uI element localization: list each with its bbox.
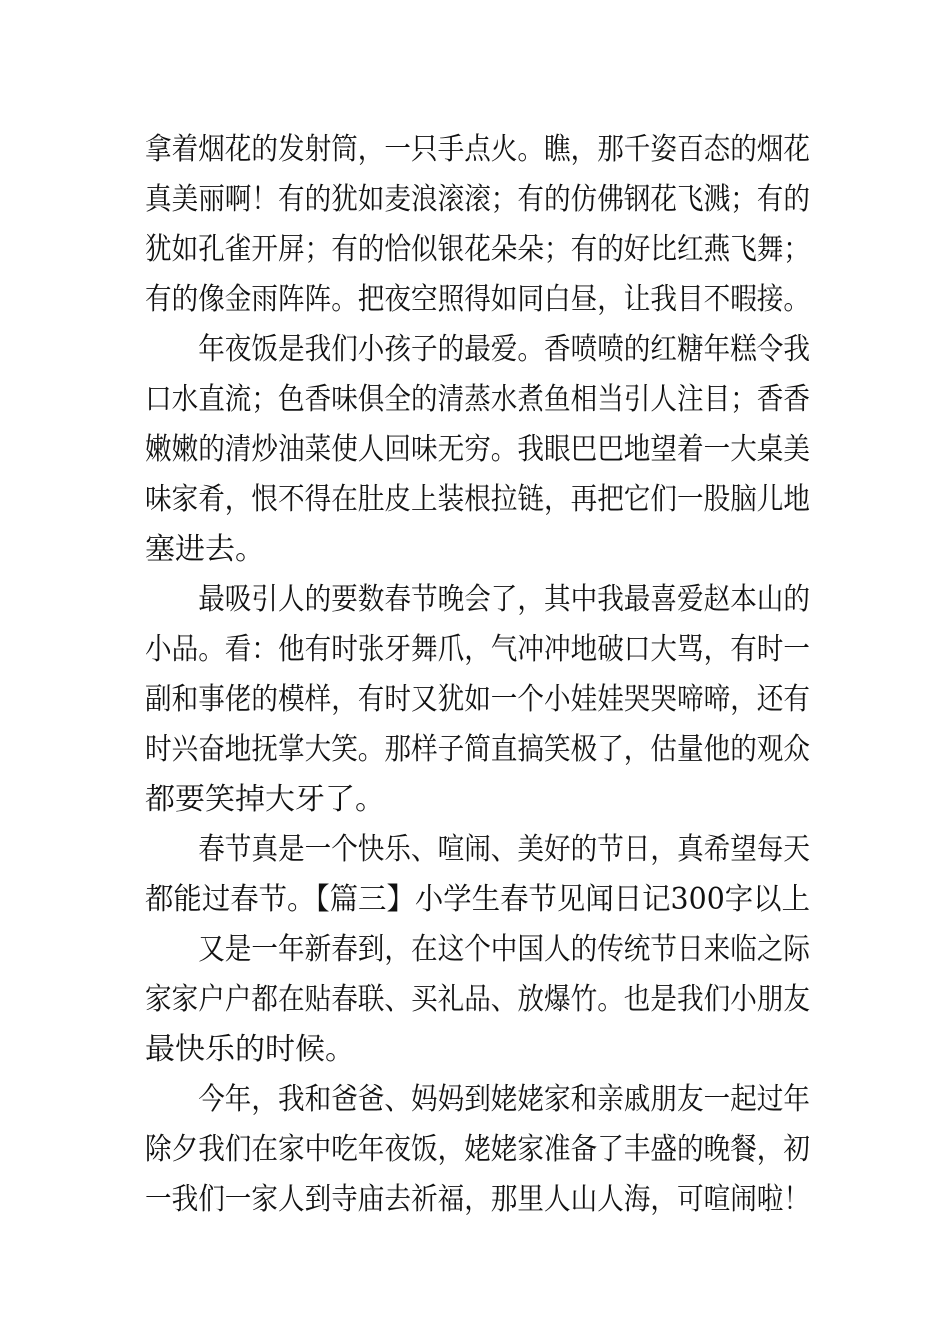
text-line: 最吸引人的要数春节晚会了，其中我最喜爱赵本山的 <box>145 582 810 617</box>
text-line: 春节真是一个快乐、喧闹、美好的节日，真希望每天 <box>145 832 810 867</box>
text-line: 又是一年新春到，在这个中国人的传统节日来临之际 <box>145 932 810 967</box>
text-line: 口水直流；色香味俱全的清蒸水煮鱼相当引人注目；香香 <box>145 382 810 417</box>
text-line: 都要笑掉大牙了。 <box>145 782 385 817</box>
text-line: 小品。看：他有时张牙舞爪，气冲冲地破口大骂，有时一 <box>145 632 810 667</box>
text-line: 真美丽啊！有的犹如麦浪滚滚；有的仿佛钢花飞溅；有的 <box>145 182 810 217</box>
text-line: 家家户户都在贴春联、买礼品、放爆竹。也是我们小朋友 <box>145 982 810 1017</box>
text-line: 最快乐的时候。 <box>145 1032 355 1067</box>
text-line: 都能过春节。【篇三】小学生春节见闻日记300字以上 <box>145 882 810 917</box>
text-line: 今年，我和爸爸、妈妈到姥姥家和亲戚朋友一起过年 <box>145 1082 810 1117</box>
text-line: 有的像金雨阵阵。把夜空照得如同白昼，让我目不暇接。 <box>145 282 810 317</box>
text-line: 副和事佬的模样，有时又犹如一个小娃娃哭哭啼啼，还有 <box>145 682 810 717</box>
text-line: 年夜饭是我们小孩子的最爱。香喷喷的红糖年糕令我 <box>145 332 810 367</box>
text-line: 一我们一家人到寺庙去祈福，那里人山人海，可喧闹啦！ <box>145 1182 810 1217</box>
text-line: 犹如孔雀开屏；有的恰似银花朵朵；有的好比红燕飞舞； <box>145 232 810 267</box>
text-line: 嫩嫩的清炒油菜使人回味无穷。我眼巴巴地望着一大桌美 <box>145 432 810 467</box>
text-line: 味家肴，恨不得在肚皮上装根拉链，再把它们一股脑儿地 <box>145 482 810 517</box>
text-line: 时兴奋地抚掌大笑。那样子简直搞笑极了，估量他的观众 <box>145 732 810 767</box>
text-line: 拿着烟花的发射筒，一只手点火。瞧，那千姿百态的烟花 <box>145 132 810 167</box>
text-line: 除夕我们在家中吃年夜饭，姥姥家准备了丰盛的晚餐，初 <box>145 1132 810 1167</box>
text-line: 塞进去。 <box>145 532 265 567</box>
article-body <box>145 125 810 1225</box>
